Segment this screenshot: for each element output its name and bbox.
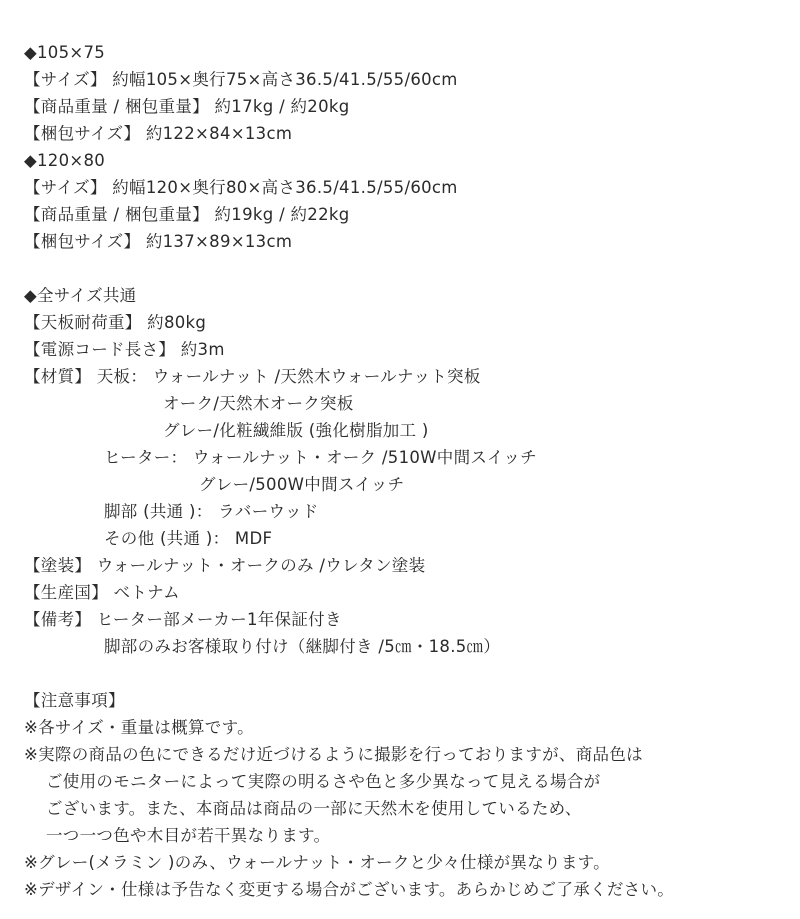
size-105-weight: 【商品重量 / 梱包重量】 約17kg / 約20kg xyxy=(24,97,350,116)
material-top-oak: オーク/天然木オーク突板 xyxy=(163,394,354,413)
note-color-3: ございます。また、本商品は商品の一部に天然木を使用しているため、 xyxy=(46,799,582,818)
size-120-heading: ◆120×80 xyxy=(24,151,106,170)
size-105-package: 【梱包サイズ】 約122×84×13cm xyxy=(24,124,293,143)
note-color-2: ご使用のモニターによって実際の明るさや色と多少異なって見える場合が xyxy=(46,772,601,791)
material-heater-gray: グレー/500W中間スイッチ xyxy=(199,475,405,494)
common-heading: ◆全サイズ共通 xyxy=(24,286,137,305)
notes-heading: 【注意事項】 xyxy=(24,691,125,710)
country-of-origin: 【生産国】 ベトナム xyxy=(24,583,180,602)
material-top-walnut: 【材質】 天板： ウォールナット /天然木ウォールナット突板 xyxy=(24,367,481,386)
remarks-warranty: 【備考】 ヒーター部メーカー1年保証付き xyxy=(24,610,342,629)
material-top-gray: グレー/化粧繊維版 (強化樹脂加工 ) xyxy=(163,421,429,440)
note-approximate: ※各サイズ・重量は概算です。 xyxy=(24,718,254,737)
size-105-heading: ◆105×75 xyxy=(24,43,106,62)
note-design-change: ※デザイン・仕様は予告なく変更する場合がございます。あらかじめご了承ください。 xyxy=(24,880,675,899)
size-120-dimensions: 【サイズ】 約幅120×奥行80×高さ36.5/41.5/55/60cm xyxy=(24,178,458,197)
material-other: その他 (共通 )： MDF xyxy=(104,529,273,548)
note-gray-spec: ※グレー(メラミン )のみ、ウォールナット・オークと少々仕様が異なります。 xyxy=(24,853,610,872)
size-120-weight: 【商品重量 / 梱包重量】 約19kg / 約22kg xyxy=(24,205,350,224)
table-load: 【天板耐荷重】 約80kg xyxy=(24,313,207,332)
power-cord-length: 【電源コード長さ】 約3m xyxy=(24,340,225,359)
note-color-1: ※実際の商品の色にできるだけ近づけるように撮影を行っておりますが、商品色は xyxy=(24,745,643,764)
remarks-legs-assembly: 脚部のみお客様取り付け（継脚付き /5㎝・18.5㎝） xyxy=(104,637,501,656)
material-legs: 脚部 (共通 )： ラバーウッド xyxy=(104,502,319,521)
material-heater: ヒーター： ウォールナット・オーク /510W中間スイッチ xyxy=(104,448,537,467)
coating: 【塗装】 ウォールナット・オークのみ /ウレタン塗装 xyxy=(24,556,426,575)
size-120-package: 【梱包サイズ】 約137×89×13cm xyxy=(24,232,293,251)
size-105-dimensions: 【サイズ】 約幅105×奥行75×高さ36.5/41.5/55/60cm xyxy=(24,70,458,89)
note-color-4: 一つ一つ色や木目が若干異なります。 xyxy=(46,826,331,845)
